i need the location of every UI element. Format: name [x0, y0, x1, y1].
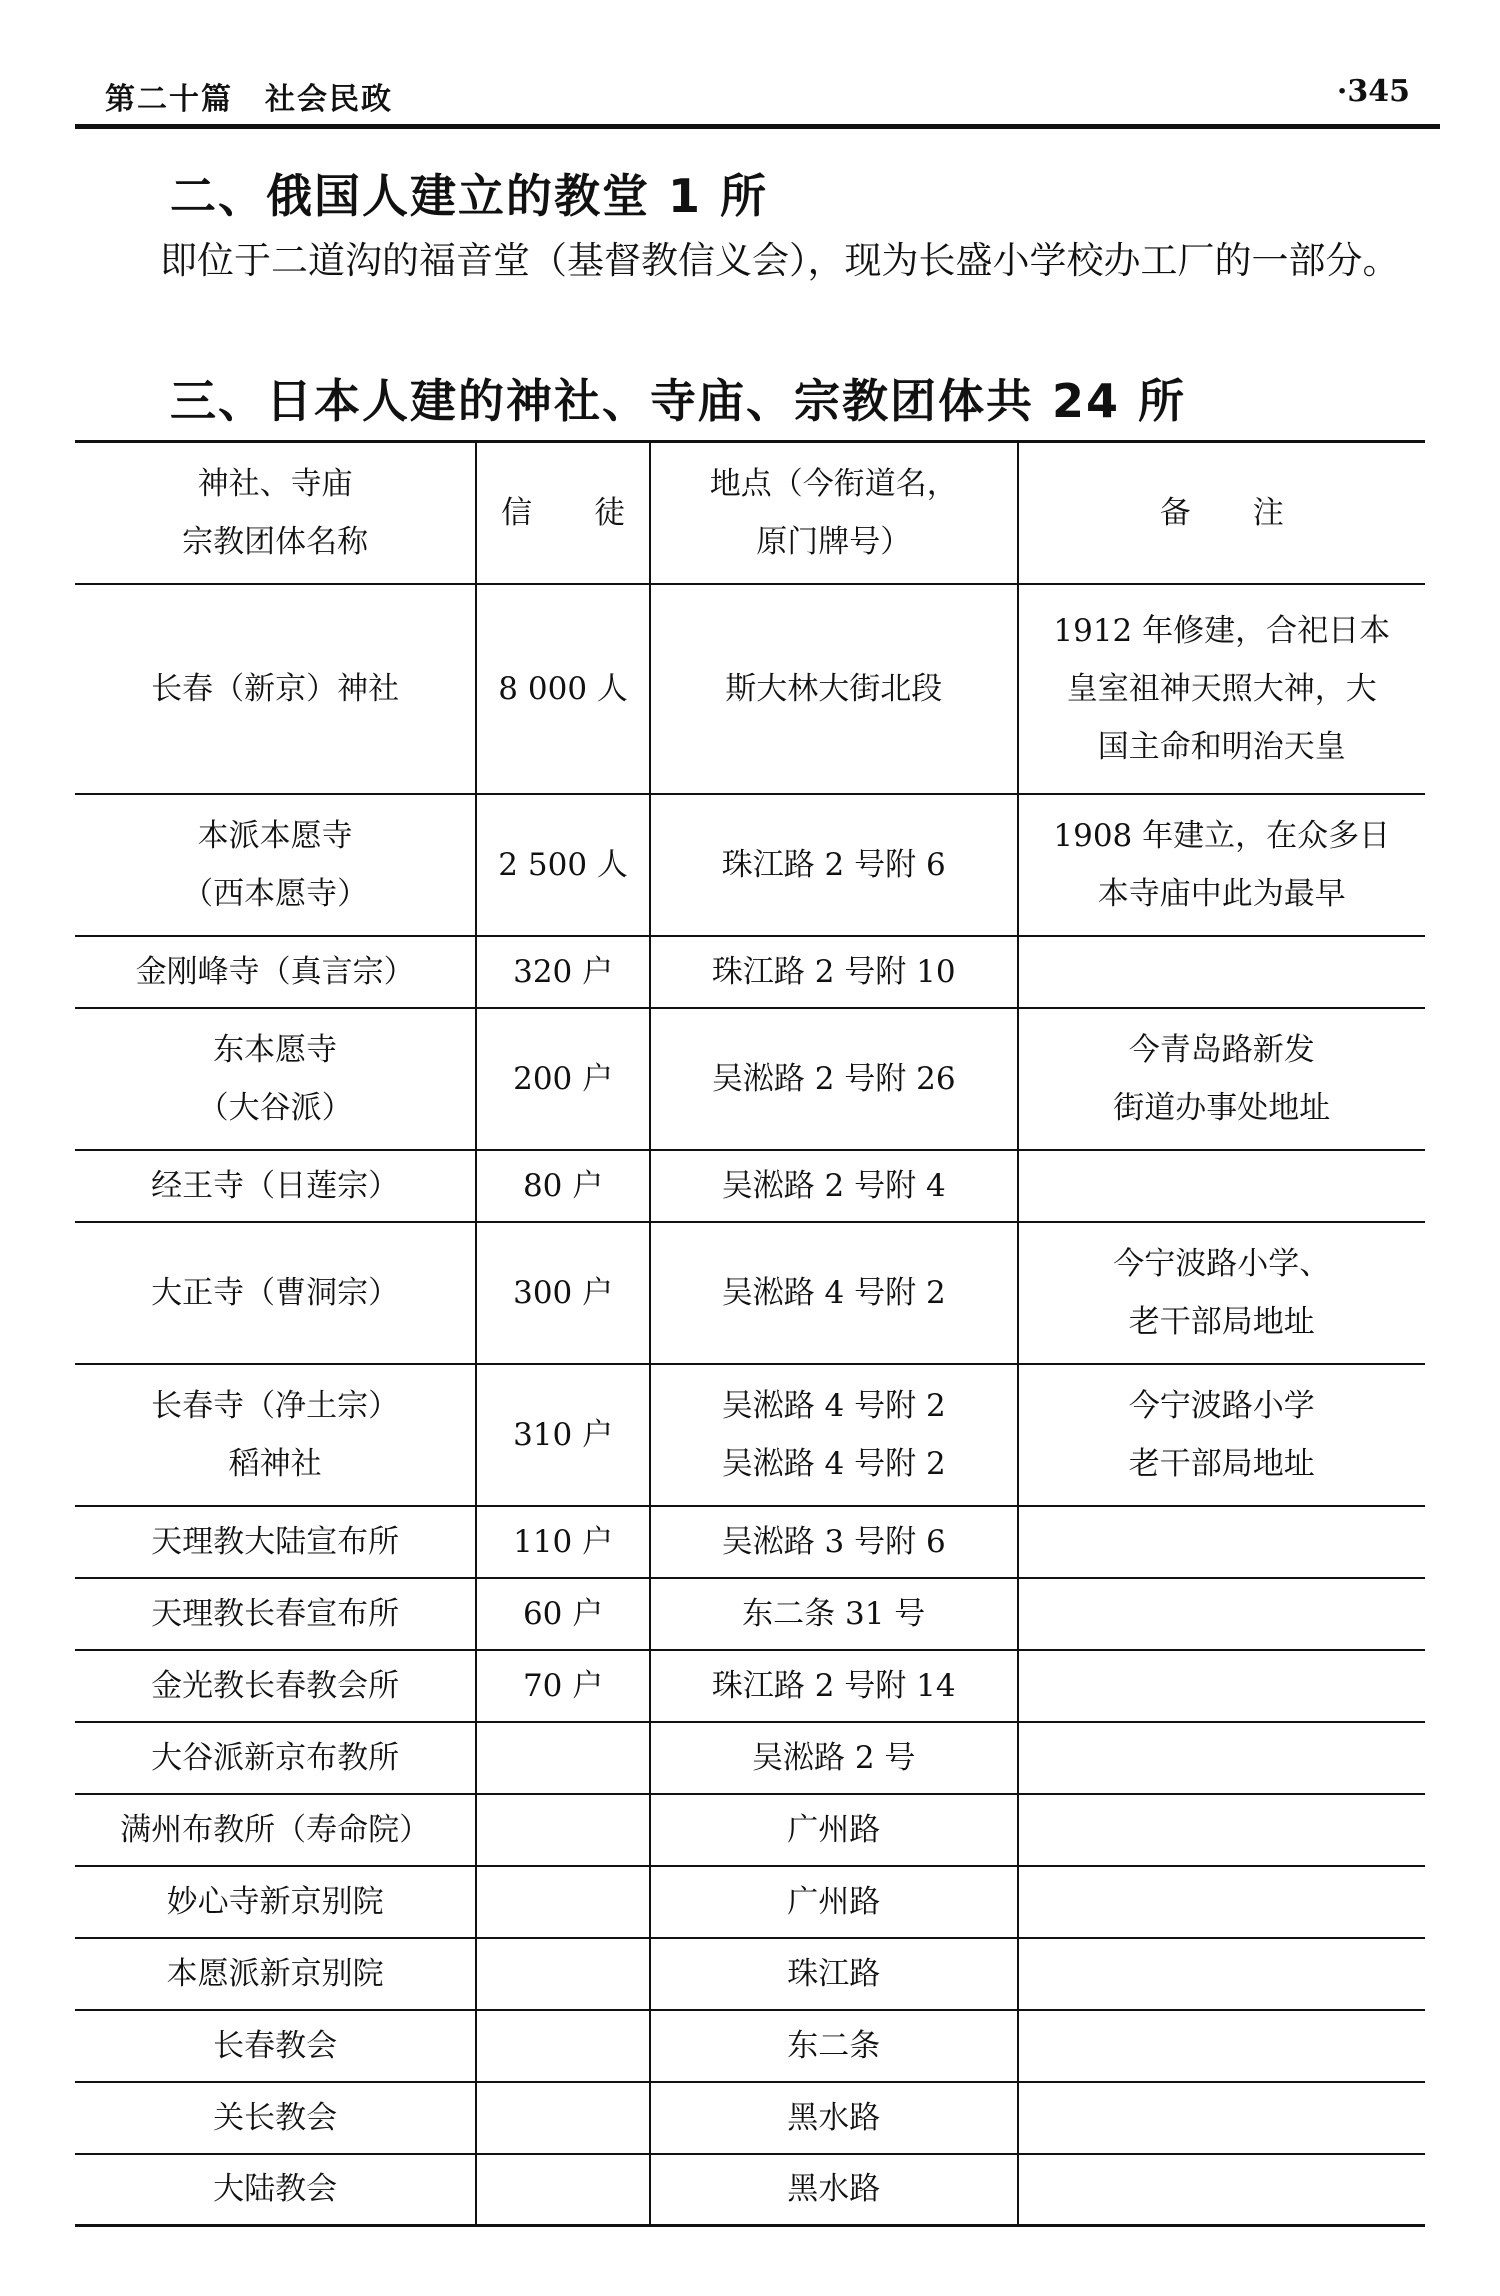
header-followers [476, 442, 650, 584]
cell-followers [476, 794, 650, 936]
cell-followers [476, 1938, 650, 2010]
cell-text: 吴淞路 2 号 [751, 1739, 916, 1776]
table-row [75, 1222, 1425, 1364]
cell-name [75, 936, 476, 1008]
cell-name [75, 794, 476, 936]
cell-text: 大陆教会 [213, 2171, 338, 2208]
table-row [75, 1364, 1425, 1506]
table-body [75, 584, 1425, 2226]
cell-note [1018, 936, 1425, 1008]
cell-followers [476, 1364, 650, 1506]
cell-text: 大谷派新京布教所 [151, 1739, 400, 1776]
cell-note [1018, 1222, 1425, 1364]
header-text: 原门牌号） [756, 523, 912, 560]
header-text: 宗教团体名称 [182, 523, 369, 560]
table-row [75, 1938, 1425, 2010]
cell-text: 60 户 [522, 1595, 604, 1632]
header-text: 地点（今衔道名， [709, 465, 958, 502]
cell-text: 天理教长春宣布所 [151, 1595, 400, 1632]
cell-text: 200 户 [513, 1060, 614, 1097]
cell-text: 今青岛路新发 [1128, 1031, 1315, 1068]
religious-sites-table [75, 440, 1425, 2227]
cell-text: 老干部局地址 [1128, 1303, 1315, 1340]
cell-followers [476, 1008, 650, 1150]
cell-text: 东本愿寺 [213, 1031, 338, 1068]
table-row [75, 1506, 1425, 1578]
cell-text: 今宁波路小学 [1128, 1387, 1315, 1424]
page-number: ·345 [1336, 74, 1410, 109]
cell-location [650, 1722, 1018, 1794]
cell-followers [476, 1150, 650, 1222]
cell-name [75, 1578, 476, 1650]
cell-note [1018, 2154, 1425, 2226]
cell-text: 本愿派新京别院 [166, 1955, 384, 1992]
cell-text: 吴淞路 3 号附 6 [721, 1523, 946, 1560]
cell-text: 东二条 [787, 2027, 881, 2064]
page-header [75, 70, 1440, 130]
cell-text: 妙心寺新京别院 [166, 1883, 384, 1920]
table-row [75, 2010, 1425, 2082]
cell-name [75, 1938, 476, 2010]
header-text: 信 徒 [501, 494, 626, 531]
cell-location [650, 1938, 1018, 2010]
cell-text: 长春教会 [213, 2027, 338, 2064]
cell-note [1018, 1650, 1425, 1722]
cell-followers [476, 936, 650, 1008]
cell-location [650, 1008, 1018, 1150]
cell-note [1018, 1578, 1425, 1650]
cell-name [75, 1866, 476, 1938]
cell-note [1018, 2082, 1425, 2154]
cell-text: 金光教长春教会所 [151, 1667, 400, 1704]
cell-location [650, 584, 1018, 794]
cell-followers [476, 1506, 650, 1578]
table-row [75, 1150, 1425, 1222]
cell-text: 80 户 [522, 1167, 604, 1204]
cell-text: 皇室祖神天照大神，大 [1066, 670, 1377, 707]
cell-location [650, 794, 1018, 936]
cell-location [650, 1364, 1018, 1506]
cell-location [650, 1794, 1018, 1866]
cell-name [75, 1150, 476, 1222]
table-row [75, 2082, 1425, 2154]
cell-location [650, 1506, 1018, 1578]
cell-text: 老干部局地址 [1128, 1445, 1315, 1482]
section-2-paragraph [75, 230, 1455, 292]
cell-text: （西本愿寺） [182, 875, 369, 912]
cell-text: 金刚峰寺（真言宗） [135, 953, 415, 990]
cell-text: 2 500 人 [498, 846, 628, 883]
cell-name [75, 1364, 476, 1506]
table-row [75, 1722, 1425, 1794]
cell-text: 珠江路 [787, 1955, 881, 1992]
cell-location [650, 2154, 1018, 2226]
cell-text: 长春寺（净土宗） [151, 1387, 400, 1424]
chapter-title: 第二十篇 社会民政 [105, 82, 393, 117]
cell-text: 1912 年修建，合祀日本 [1053, 612, 1391, 649]
table-row [75, 2154, 1425, 2226]
table-row [75, 584, 1425, 794]
section-3-title: 三、日本人建的神社、寺庙、宗教团体共 24 所 [170, 374, 1187, 428]
cell-text: 经王寺（日莲宗） [151, 1167, 400, 1204]
section-2-title: 二、俄国人建立的教堂 1 所 [170, 169, 769, 223]
cell-followers [476, 2010, 650, 2082]
cell-location [650, 936, 1018, 1008]
table-header-row [75, 442, 1425, 584]
table-row [75, 1866, 1425, 1938]
cell-text: 70 户 [522, 1667, 604, 1704]
cell-text: 1908 年建立，在众多日 [1053, 817, 1391, 854]
table-row [75, 1794, 1425, 1866]
header-note [1018, 442, 1425, 584]
section-2-text: 即位于二道沟的福音堂（基督教信义会），现为长盛小学校办工厂的一部分。 [160, 239, 1400, 282]
cell-location [650, 2082, 1018, 2154]
cell-note [1018, 1938, 1425, 2010]
cell-text: 天理教大陆宣布所 [151, 1523, 400, 1560]
cell-text: 满州布教所（寿命院） [120, 1811, 431, 1848]
cell-note [1018, 2010, 1425, 2082]
cell-followers [476, 1578, 650, 1650]
cell-followers [476, 1722, 650, 1794]
table-row [75, 1650, 1425, 1722]
header-rule [75, 124, 1440, 129]
cell-name [75, 1650, 476, 1722]
cell-note [1018, 584, 1425, 794]
cell-text: 珠江路 2 号附 10 [711, 953, 956, 990]
cell-followers [476, 2082, 650, 2154]
table-row [75, 794, 1425, 936]
header-text: 神社、寺庙 [197, 465, 353, 502]
cell-location [650, 1650, 1018, 1722]
cell-text: 黑水路 [787, 2171, 881, 2208]
cell-note [1018, 1150, 1425, 1222]
cell-text: 吴淞路 2 号附 26 [711, 1060, 956, 1097]
cell-text: 东二条 31 号 [742, 1595, 926, 1632]
header-text: 备 注 [1159, 494, 1284, 531]
cell-text: （大谷派） [197, 1089, 353, 1126]
cell-text: 110 户 [513, 1523, 614, 1560]
cell-text: 斯大林大街北段 [725, 670, 943, 707]
cell-text: 稻神社 [228, 1445, 322, 1482]
cell-text: 街道办事处地址 [1113, 1089, 1331, 1126]
cell-name [75, 1794, 476, 1866]
cell-location [650, 1866, 1018, 1938]
cell-note [1018, 1008, 1425, 1150]
cell-text: 300 户 [513, 1274, 614, 1311]
cell-note [1018, 1506, 1425, 1578]
cell-location [650, 2010, 1018, 2082]
cell-name [75, 584, 476, 794]
cell-text: 本派本愿寺 [197, 817, 353, 854]
cell-note [1018, 1364, 1425, 1506]
cell-name [75, 1722, 476, 1794]
cell-text: 大正寺（曹洞宗） [151, 1274, 400, 1311]
cell-text: 黑水路 [787, 2099, 881, 2136]
cell-note [1018, 1794, 1425, 1866]
cell-followers [476, 1866, 650, 1938]
cell-followers [476, 2154, 650, 2226]
cell-name [75, 1222, 476, 1364]
cell-name [75, 1008, 476, 1150]
header-location [650, 442, 1018, 584]
cell-note [1018, 794, 1425, 936]
cell-location [650, 1222, 1018, 1364]
cell-text: 珠江路 2 号附 6 [721, 846, 946, 883]
cell-text: 珠江路 2 号附 14 [711, 1667, 956, 1704]
table-row [75, 936, 1425, 1008]
cell-text: 广州路 [787, 1811, 881, 1848]
cell-location [650, 1150, 1018, 1222]
cell-text: 吴淞路 4 号附 2 [721, 1445, 946, 1482]
cell-name [75, 2082, 476, 2154]
cell-text: 关长教会 [213, 2099, 338, 2136]
cell-note [1018, 1866, 1425, 1938]
cell-text: 320 户 [513, 953, 614, 990]
cell-followers [476, 1794, 650, 1866]
cell-text: 长春（新京）神社 [151, 670, 400, 707]
cell-text: 本寺庙中此为最早 [1097, 875, 1346, 912]
cell-text: 吴淞路 2 号附 4 [721, 1167, 946, 1204]
cell-followers [476, 1650, 650, 1722]
cell-location [650, 1578, 1018, 1650]
cell-text: 广州路 [787, 1883, 881, 1920]
cell-text: 国主命和明治天皇 [1097, 728, 1346, 765]
cell-followers [476, 584, 650, 794]
table-row [75, 1008, 1425, 1150]
cell-name [75, 1506, 476, 1578]
cell-text: 吴淞路 4 号附 2 [721, 1274, 946, 1311]
cell-name [75, 2010, 476, 2082]
cell-text: 今宁波路小学、 [1113, 1245, 1331, 1282]
header-name [75, 442, 476, 584]
cell-text: 310 户 [513, 1416, 614, 1453]
cell-followers [476, 1222, 650, 1364]
cell-name [75, 2154, 476, 2226]
table-row [75, 1578, 1425, 1650]
cell-text: 吴淞路 4 号附 2 [721, 1387, 946, 1424]
cell-text: 8 000 人 [498, 670, 628, 707]
cell-note [1018, 1722, 1425, 1794]
